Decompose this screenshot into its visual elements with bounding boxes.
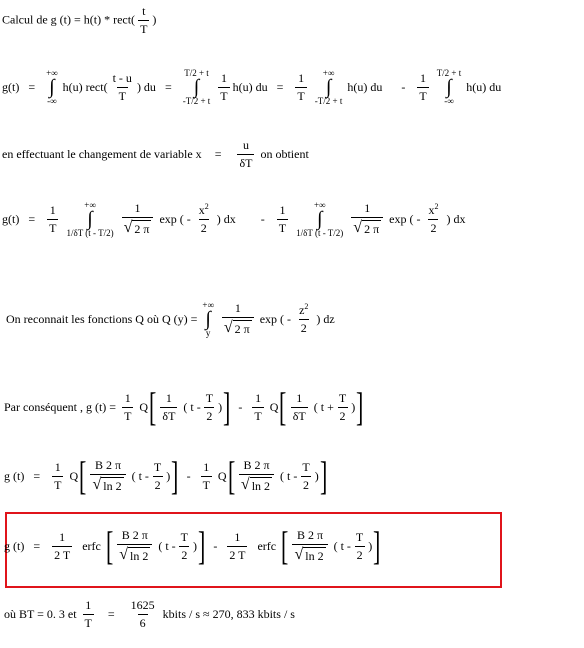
line-gaussian-integral: g(t) = $\frac{1}{T}$ +∞ ∫ 1/δT (t - T/2) 1 √ 2 π exp ( - $\frac{x^2}{2}$ ) dx - $\frac{1}{T}$ +∞ ∫ 1/δT (t - T/2) 1 √ 2 π exp ( - $\frac{x^2}{2}$ ) dx (2, 200, 466, 238)
integral-sign: +∞ ∫ y (202, 300, 214, 338)
line-q-bandwidth: g (t) = $\frac{1}{T}$ Q[ B 2 π √ ln 2 ( t - $\frac{T}{2}$ )] - $\frac{1}{T}$ Q[ B 2 π √ ln 2 ( t - $\frac{T}{2}$ )] (4, 453, 328, 498)
integral-sign: +∞ ∫ 1/δT (t - T/2) (66, 200, 114, 238)
fraction-t-over-T: $\frac{t}{T}$ (140, 4, 148, 36)
integral-sign: T/2 + t ∫ -∞ (436, 68, 462, 106)
integral-sign: T/2 + t ∫ -T/2 + t (182, 68, 211, 106)
integral-sign: +∞ ∫ -∞ (46, 68, 58, 106)
calcul-text: Calcul de g (t) = h(t) * rect( (2, 12, 136, 27)
line-q-function: On reconnait les fonctions Q où Q (y) = +∞ ∫ y 1 √ 2 π exp ( - $\frac{z^2}{2}$ ) dz (6, 300, 335, 338)
line-calcul: Calcul de g (t) = h(t) * rect( $\frac{t}{T}$ ) (2, 4, 157, 36)
integral-sign: +∞ ∫ 1/δT (t - T/2) (296, 200, 344, 238)
integral-sign: +∞ ∫ -T/2 + t (314, 68, 343, 106)
line-bt-values: où BT = 0. 3 et $\frac{1}{T}$ = $\frac{1625}{6}$ kbits / s ≈ 270, 833 kbits / s (4, 598, 295, 630)
line-changement: en effectuant le changement de variable x = $\frac{u}{\delta T}$ on obtient (2, 138, 309, 170)
line-convolution: g(t) = +∞ ∫ -∞ h(u) rect( $\frac{t - u}{T}$ ) du = T/2 + t ∫ -T/2 + t $\frac{1}{T}$ h(u) du = $\frac{1}{T}$ +∞ ∫ -T/2 + t h(u) du - $\frac{1}{T}$ T/2 + t ∫ -∞ h(u) du (2, 68, 502, 106)
line-erfc-result: g (t) = $\frac{1}{2 T}$ erfc [ B 2 π √ ln 2 ( t - $\frac{T}{2}$ )] - $\frac{1}{2 T}$ erfc [ B 2 π √ ln 2 ( t - $\frac{T}{2}$ )] (4, 523, 381, 568)
line-par-consequent: Par conséquent , g (t) = $\frac{1}{T}$ Q[ $\frac{1}{\delta T}$ ( t - $\frac{T}{2}$ )] - $\frac{1}{T}$ Q[ $\frac{1}{\delta T}$ ( t + $\frac{T}{2}$ )] (4, 384, 364, 429)
